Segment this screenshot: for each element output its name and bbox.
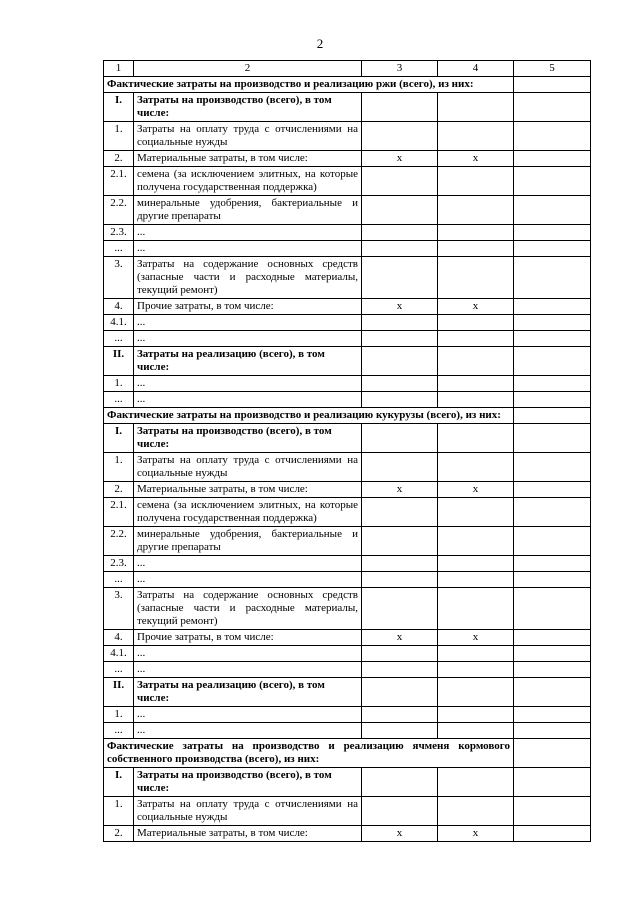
row-text: ... [134, 241, 362, 257]
row-number: ... [104, 662, 134, 678]
row-col-3: х [362, 826, 438, 842]
section-number: II. [104, 347, 134, 376]
row-col-3 [362, 315, 438, 331]
row-number: 2.2. [104, 527, 134, 556]
row-number: ... [104, 572, 134, 588]
row-col-3 [362, 572, 438, 588]
row-col-5 [514, 572, 591, 588]
row-col-4 [438, 376, 514, 392]
row-text: ... [134, 662, 362, 678]
section-col-4 [438, 347, 514, 376]
row-text: ... [134, 376, 362, 392]
table-row [104, 826, 591, 842]
row-col-4 [438, 331, 514, 347]
row-col-4 [438, 797, 514, 826]
row-col-5 [514, 723, 591, 739]
row-col-3 [362, 257, 438, 299]
table-row [104, 527, 591, 556]
row-col-3 [362, 707, 438, 723]
row-text: Прочие затраты, в том числе: [134, 630, 362, 646]
row-number: ... [104, 331, 134, 347]
row-col-4 [438, 196, 514, 225]
row-col-3 [362, 376, 438, 392]
table-row [104, 315, 591, 331]
row-col-3 [362, 392, 438, 408]
row-text: ... [134, 225, 362, 241]
table-row [104, 225, 591, 241]
header-col-2: 2 [134, 61, 362, 77]
header-col-5: 5 [514, 61, 591, 77]
row-col-5 [514, 122, 591, 151]
row-text: Прочие затраты, в том числе: [134, 299, 362, 315]
row-text: семена (за исключением элитных, на которые получена государственная поддержка) [134, 167, 362, 196]
row-col-3 [362, 331, 438, 347]
group-title: Фактические затраты на производство и реализацию ржи (всего), из них: [104, 77, 514, 93]
row-number: 2. [104, 151, 134, 167]
table-row [104, 797, 591, 826]
cost-table [103, 60, 591, 842]
row-col-5 [514, 196, 591, 225]
row-col-4 [438, 588, 514, 630]
row-col-3 [362, 196, 438, 225]
row-col-4 [438, 662, 514, 678]
row-col-5 [514, 241, 591, 257]
row-col-5 [514, 299, 591, 315]
table-row [104, 572, 591, 588]
row-number: 2. [104, 826, 134, 842]
row-number: 3. [104, 588, 134, 630]
section-col-5 [514, 768, 591, 797]
row-col-5 [514, 376, 591, 392]
row-col-4: х [438, 482, 514, 498]
row-text: Затраты на содержание основных средств (запасные части и расходные материалы, текущий ремонт) [134, 257, 362, 299]
section-row [104, 678, 591, 707]
row-col-5 [514, 331, 591, 347]
row-number: 2.1. [104, 498, 134, 527]
row-col-3: х [362, 151, 438, 167]
section-col-5 [514, 93, 591, 122]
row-col-5 [514, 167, 591, 196]
row-text: семена (за исключением элитных, на которые получена государственная поддержка) [134, 498, 362, 527]
row-col-5 [514, 826, 591, 842]
row-text: ... [134, 723, 362, 739]
row-col-4 [438, 723, 514, 739]
table-row [104, 196, 591, 225]
row-col-3: х [362, 482, 438, 498]
section-row [104, 93, 591, 122]
table-row [104, 723, 591, 739]
section-col-3 [362, 678, 438, 707]
row-text: Материальные затраты, в том числе: [134, 826, 362, 842]
row-col-5 [514, 315, 591, 331]
group-col-5 [514, 739, 591, 768]
table-row [104, 122, 591, 151]
row-col-3 [362, 122, 438, 151]
row-col-3: х [362, 299, 438, 315]
row-text: ... [134, 646, 362, 662]
header-col-3: 3 [362, 61, 438, 77]
section-label: Затраты на производство (всего), в том числе: [134, 424, 362, 453]
row-col-4 [438, 225, 514, 241]
table-row [104, 498, 591, 527]
section-label: Затраты на реализацию (всего), в том числе: [134, 347, 362, 376]
group-title-row [104, 408, 591, 424]
section-label: Затраты на реализацию (всего), в том числе: [134, 678, 362, 707]
row-text: Затраты на содержание основных средств (запасные части и расходные материалы, текущий ремонт) [134, 588, 362, 630]
table-row [104, 151, 591, 167]
row-col-3 [362, 225, 438, 241]
table-row [104, 392, 591, 408]
row-number: 3. [104, 257, 134, 299]
table-row [104, 331, 591, 347]
row-col-3 [362, 588, 438, 630]
row-number: 1. [104, 453, 134, 482]
section-row [104, 424, 591, 453]
row-text: Материальные затраты, в том числе: [134, 482, 362, 498]
row-col-4 [438, 167, 514, 196]
row-col-3 [362, 241, 438, 257]
row-text: ... [134, 331, 362, 347]
row-number: 2.3. [104, 225, 134, 241]
row-text: ... [134, 315, 362, 331]
group-title: Фактические затраты на производство и реализацию ячменя кормового собственного производства (всего), из них: [104, 739, 514, 768]
table-row [104, 241, 591, 257]
table-row [104, 707, 591, 723]
row-text: Материальные затраты, в том числе: [134, 151, 362, 167]
row-col-4: х [438, 826, 514, 842]
table-row [104, 630, 591, 646]
header-col-4: 4 [438, 61, 514, 77]
row-number: 2.2. [104, 196, 134, 225]
section-label: Затраты на производство (всего), в том числе: [134, 768, 362, 797]
row-number: 4. [104, 299, 134, 315]
section-number: I. [104, 93, 134, 122]
section-col-5 [514, 424, 591, 453]
table-row [104, 482, 591, 498]
section-col-4 [438, 678, 514, 707]
row-col-5 [514, 392, 591, 408]
section-number: I. [104, 424, 134, 453]
section-col-4 [438, 768, 514, 797]
section-col-3 [362, 347, 438, 376]
cost-table-body [104, 61, 591, 842]
table-row [104, 556, 591, 572]
table-row [104, 588, 591, 630]
row-col-4 [438, 257, 514, 299]
section-row [104, 347, 591, 376]
row-col-4 [438, 453, 514, 482]
row-text: ... [134, 556, 362, 572]
row-col-4 [438, 241, 514, 257]
row-col-4 [438, 315, 514, 331]
row-col-4 [438, 392, 514, 408]
row-number: 1. [104, 707, 134, 723]
row-col-5 [514, 527, 591, 556]
row-col-4: х [438, 630, 514, 646]
group-col-5 [514, 77, 591, 93]
table-row [104, 453, 591, 482]
section-number: I. [104, 768, 134, 797]
row-col-3: х [362, 630, 438, 646]
row-col-4 [438, 498, 514, 527]
row-col-5 [514, 556, 591, 572]
row-number: ... [104, 723, 134, 739]
table-row [104, 299, 591, 315]
row-col-5 [514, 588, 591, 630]
section-col-5 [514, 347, 591, 376]
row-text: ... [134, 572, 362, 588]
row-text: Затраты на оплату труда с отчислениями на социальные нужды [134, 122, 362, 151]
row-text: Затраты на оплату труда с отчислениями на социальные нужды [134, 453, 362, 482]
table-row [104, 376, 591, 392]
row-col-5 [514, 662, 591, 678]
row-col-4 [438, 556, 514, 572]
row-col-5 [514, 453, 591, 482]
row-col-4: х [438, 299, 514, 315]
row-col-3 [362, 527, 438, 556]
row-number: 1. [104, 797, 134, 826]
section-col-3 [362, 93, 438, 122]
row-text: Затраты на оплату труда с отчислениями на социальные нужды [134, 797, 362, 826]
row-col-5 [514, 797, 591, 826]
row-text: ... [134, 707, 362, 723]
row-col-5 [514, 151, 591, 167]
row-col-4 [438, 122, 514, 151]
row-col-5 [514, 707, 591, 723]
row-col-3 [362, 498, 438, 527]
row-number: 2. [104, 482, 134, 498]
row-col-5 [514, 482, 591, 498]
row-text: минеральные удобрения, бактериальные и другие препараты [134, 196, 362, 225]
row-number: 2.1. [104, 167, 134, 196]
page-number: 2 [316, 36, 324, 51]
row-number: 2.3. [104, 556, 134, 572]
row-col-4 [438, 527, 514, 556]
group-title: Фактические затраты на производство и реализацию кукурузы (всего), из них: [104, 408, 514, 424]
header-row [104, 61, 591, 77]
row-col-3 [362, 723, 438, 739]
row-col-5 [514, 630, 591, 646]
row-col-4: х [438, 151, 514, 167]
row-col-5 [514, 646, 591, 662]
table-row [104, 646, 591, 662]
section-col-4 [438, 424, 514, 453]
section-col-3 [362, 424, 438, 453]
section-col-4 [438, 93, 514, 122]
row-col-4 [438, 707, 514, 723]
row-col-3 [362, 662, 438, 678]
table-row [104, 662, 591, 678]
row-number: 4. [104, 630, 134, 646]
row-number: ... [104, 241, 134, 257]
section-row [104, 768, 591, 797]
section-col-3 [362, 768, 438, 797]
section-number: II. [104, 678, 134, 707]
row-number: ... [104, 392, 134, 408]
row-col-3 [362, 167, 438, 196]
row-col-3 [362, 646, 438, 662]
row-col-4 [438, 646, 514, 662]
header-col-1: 1 [104, 61, 134, 77]
row-col-4 [438, 572, 514, 588]
row-text: минеральные удобрения, бактериальные и другие препараты [134, 527, 362, 556]
group-col-5 [514, 408, 591, 424]
group-title-row [104, 739, 591, 768]
row-number: 1. [104, 122, 134, 151]
row-number: 4.1. [104, 646, 134, 662]
row-col-3 [362, 556, 438, 572]
row-col-5 [514, 498, 591, 527]
row-col-5 [514, 257, 591, 299]
section-label: Затраты на производство (всего), в том числе: [134, 93, 362, 122]
row-col-5 [514, 225, 591, 241]
group-title-row [104, 77, 591, 93]
row-text: ... [134, 392, 362, 408]
row-number: 1. [104, 376, 134, 392]
row-col-3 [362, 797, 438, 826]
row-number: 4.1. [104, 315, 134, 331]
row-col-3 [362, 453, 438, 482]
table-row [104, 257, 591, 299]
section-col-5 [514, 678, 591, 707]
table-row [104, 167, 591, 196]
